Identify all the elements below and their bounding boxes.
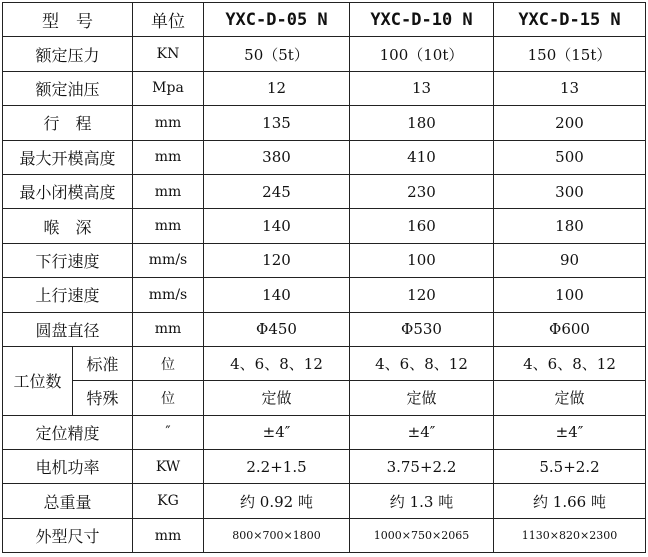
row-value: 410 <box>350 140 494 174</box>
table-row-stations-special <box>3 381 646 415</box>
row-unit: mm <box>133 106 204 140</box>
row-value: 90 <box>494 243 646 277</box>
table-row <box>3 140 646 174</box>
row-value: 245 <box>204 174 350 208</box>
header-model-05: YXC-D-05 N <box>204 3 350 37</box>
header-model: 型 号 <box>3 3 133 37</box>
row-value: ±4″ <box>350 415 494 449</box>
row-unit: mm <box>133 518 204 552</box>
row-value: 380 <box>204 140 350 174</box>
table-row <box>3 209 646 243</box>
row-unit: mm <box>133 312 204 346</box>
table-row <box>3 450 646 484</box>
row-label: 定位精度 <box>3 415 133 449</box>
table-row <box>3 415 646 449</box>
row-label: 外型尺寸 <box>3 518 133 552</box>
stations-standard-label: 标准 <box>73 346 133 380</box>
header-model-10: YXC-D-10 N <box>350 3 494 37</box>
row-value: 3.75+2.2 <box>350 450 494 484</box>
row-value: ±4″ <box>494 415 646 449</box>
row-unit: 位 <box>133 346 204 380</box>
row-value: Φ450 <box>204 312 350 346</box>
row-value: ±4″ <box>204 415 350 449</box>
stations-label: 工位数 <box>3 346 73 415</box>
table-row <box>3 312 646 346</box>
row-value: 800×700×1800 <box>204 518 350 552</box>
row-value: 12 <box>204 71 350 105</box>
row-value: 4、6、8、12 <box>494 346 646 380</box>
row-label: 最小闭模高度 <box>3 174 133 208</box>
table-row <box>3 71 646 105</box>
row-value: 140 <box>204 278 350 312</box>
row-unit: mm <box>133 140 204 174</box>
row-value: 120 <box>204 243 350 277</box>
row-value: 300 <box>494 174 646 208</box>
row-value: 定做 <box>204 381 350 415</box>
row-value: 100 <box>350 243 494 277</box>
row-label: 总重量 <box>3 484 133 518</box>
table-row-stations-standard <box>3 346 646 380</box>
row-value: 1000×750×2065 <box>350 518 494 552</box>
stations-special-label: 特殊 <box>73 381 133 415</box>
row-label: 额定油压 <box>3 71 133 105</box>
header-unit: 单位 <box>133 3 204 37</box>
row-unit: 位 <box>133 381 204 415</box>
table-row <box>3 484 646 518</box>
row-value: 200 <box>494 106 646 140</box>
row-label: 喉 深 <box>3 209 133 243</box>
row-value: 180 <box>494 209 646 243</box>
table-row <box>3 278 646 312</box>
row-value: 4、6、8、12 <box>204 346 350 380</box>
row-unit: mm/s <box>133 243 204 277</box>
row-value: 定做 <box>350 381 494 415</box>
row-value: 13 <box>350 71 494 105</box>
row-label: 额定压力 <box>3 37 133 71</box>
row-value: 160 <box>350 209 494 243</box>
table-row <box>3 243 646 277</box>
row-value: 180 <box>350 106 494 140</box>
row-unit: Mpa <box>133 71 204 105</box>
row-value: 2.2+1.5 <box>204 450 350 484</box>
row-value: 100（10t） <box>350 37 494 71</box>
row-value: 140 <box>204 209 350 243</box>
row-value: 定做 <box>494 381 646 415</box>
row-value: 100 <box>494 278 646 312</box>
row-unit: mm/s <box>133 278 204 312</box>
row-label: 下行速度 <box>3 243 133 277</box>
row-value: 4、6、8、12 <box>350 346 494 380</box>
row-unit: KN <box>133 37 204 71</box>
table-row <box>3 174 646 208</box>
row-value: Φ600 <box>494 312 646 346</box>
row-label: 行 程 <box>3 106 133 140</box>
row-unit: mm <box>133 209 204 243</box>
row-value: Φ530 <box>350 312 494 346</box>
row-value: 1130×820×2300 <box>494 518 646 552</box>
row-value: 13 <box>494 71 646 105</box>
row-value: 5.5+2.2 <box>494 450 646 484</box>
spec-table <box>2 2 646 553</box>
row-value: 约 1.66 吨 <box>494 484 646 518</box>
row-value: 120 <box>350 278 494 312</box>
table-row <box>3 518 646 552</box>
table-row <box>3 106 646 140</box>
row-value: 约 0.92 吨 <box>204 484 350 518</box>
row-unit: KG <box>133 484 204 518</box>
row-label: 上行速度 <box>3 278 133 312</box>
row-value: 230 <box>350 174 494 208</box>
row-label: 最大开模高度 <box>3 140 133 174</box>
row-label: 圆盘直径 <box>3 312 133 346</box>
row-unit: KW <box>133 450 204 484</box>
row-unit: mm <box>133 174 204 208</box>
table-row <box>3 37 646 71</box>
row-unit: ″ <box>133 415 204 449</box>
row-value: 150（15t） <box>494 37 646 71</box>
header-model-15: YXC-D-15 N <box>494 3 646 37</box>
row-value: 约 1.3 吨 <box>350 484 494 518</box>
row-value: 50（5t） <box>204 37 350 71</box>
row-value: 135 <box>204 106 350 140</box>
header-row <box>3 3 646 37</box>
row-value: 500 <box>494 140 646 174</box>
row-label: 电机功率 <box>3 450 133 484</box>
